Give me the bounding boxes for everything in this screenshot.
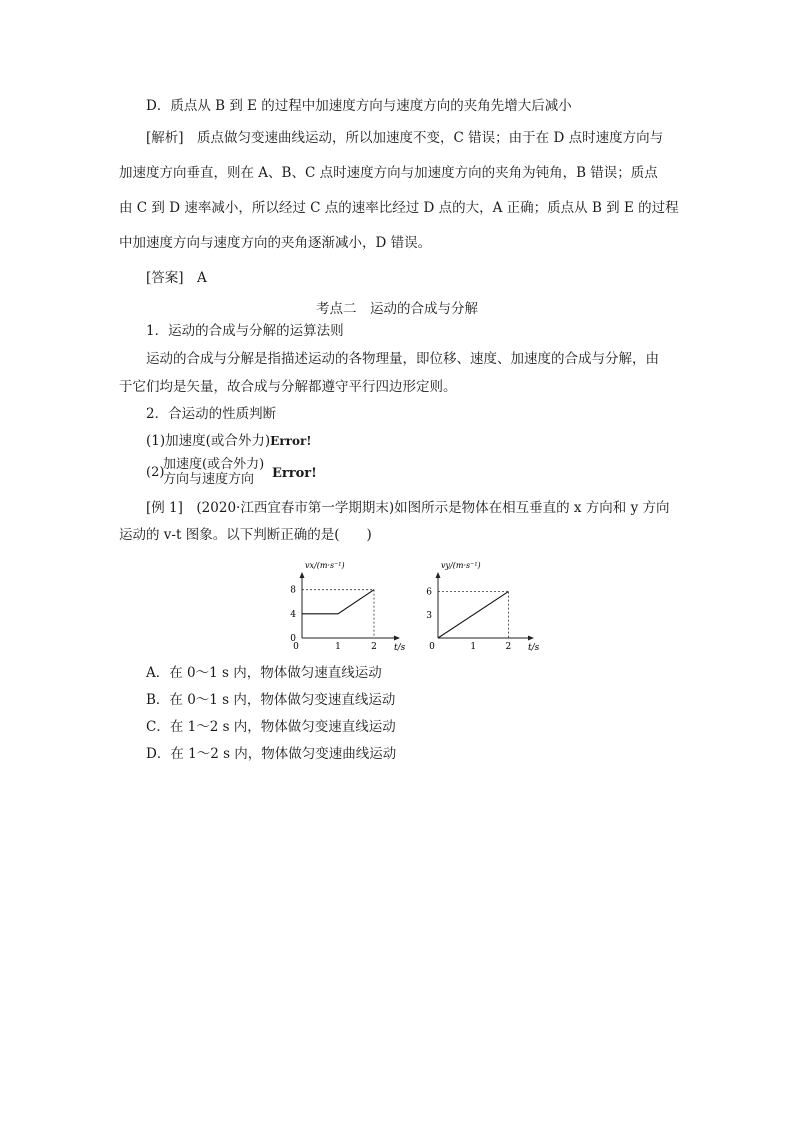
option-c: C．在 1～2 s 内，物体做匀变速直线运动 [146, 719, 396, 735]
item1-body-2: 于它们均是矢量，故合成与分解都遵守平行四边形定则。 [119, 379, 457, 395]
rule-2-error: Error! [272, 466, 317, 481]
example-line-1: [例 1] (2020·江西宜春市第一学期期末)如图所示是物体在相互垂直的 x 方向和 y 方向 [146, 500, 670, 516]
answer-tag: [答案] [146, 270, 184, 286]
vy-t-chart [424, 558, 542, 656]
analysis-tag: [解析] [146, 130, 184, 146]
answer-line [146, 269, 207, 287]
vx-series-line [302, 590, 374, 614]
vy-y-tick-3: 3 [426, 610, 432, 621]
vy-x-tick-0: 0 [429, 642, 435, 652]
vx-y-arrow [300, 572, 305, 578]
vx-x-label: t/s [394, 643, 406, 653]
vx-x-arrow [394, 636, 400, 641]
analysis-line-2: 加速度方向垂直，则在 A、B、C 点时速度方向与加速度方向的夹角为钝角，B 错误；质点 [119, 165, 658, 181]
vy-x-tick-2: 2 [505, 642, 512, 652]
vx-x-tick-2: 2 [371, 642, 377, 652]
example-line-2: 运动的 v-t 图象。以下判断正确的是( ) [119, 527, 372, 543]
answer-value: A [197, 270, 207, 286]
rule-1-error: Error! [270, 434, 312, 448]
item1-heading: 1．运动的合成与分解的运算法则 [146, 323, 344, 339]
vx-y-tick-4: 4 [290, 609, 296, 620]
vx-x-tick-0: 0 [293, 642, 299, 652]
analysis-line-4: 中加速度方向与速度方向的夹角逐渐减小，D 错误。 [119, 235, 432, 251]
option-d: D．在 1～2 s 内，物体做匀变速曲线运动 [146, 746, 397, 762]
vx-y-tick-0: 0 [290, 634, 296, 644]
vy-x-arrow [528, 636, 534, 641]
section-title: 考点二 运动的合成与分解 [316, 301, 478, 317]
option-b: B．在 0～1 s 内，物体做匀变速直线运动 [146, 692, 396, 708]
rule-2-top: 加速度(或合外力) [163, 457, 265, 472]
vy-series-line [438, 592, 508, 638]
vx-y-tick-8: 8 [290, 585, 296, 596]
option-a: A．在 0～1 s 内，物体做匀速直线运动 [146, 665, 382, 681]
vy-x-label: t/s [528, 643, 540, 653]
vx-t-chart [282, 558, 406, 656]
analysis-line-3: 由 C 到 D 速率减小，所以经过 C 点的速率比经过 D 点的大，A 正确；质点从 B 到 E 的过程 [119, 200, 679, 216]
vx-y-label: vx/(m·s⁻¹) [305, 561, 345, 570]
item2-heading: 2．合运动的性质判断 [146, 406, 277, 422]
vy-y-tick-6: 6 [426, 587, 432, 598]
analysis-line-1 [146, 129, 663, 147]
vy-y-arrow [436, 572, 441, 578]
analysis-text-1: 质点做匀变速曲线运动，所以加速度不变，C 错误；由于在 D 点时速度方向与 [197, 130, 664, 146]
rule-2-number: (2) [146, 465, 165, 480]
option-d-previous: D．质点从 B 到 E 的过程中加速度方向与速度方向的夹角先增大后减小 [146, 98, 572, 114]
item1-body-1: 运动的合成与分解是指描述运动的各物理量，即位移、速度、加速度的合成与分解，由 [146, 351, 659, 367]
rule-2-bottom: 方向与速度方向 [163, 472, 255, 487]
vx-x-tick-1: 1 [335, 642, 341, 652]
vy-y-label: vy/(m·s⁻¹) [441, 561, 481, 570]
rule-1 [146, 432, 312, 450]
vy-x-tick-1: 1 [470, 642, 477, 652]
rule-1-label: (1)加速度(或合外力) [146, 433, 271, 449]
